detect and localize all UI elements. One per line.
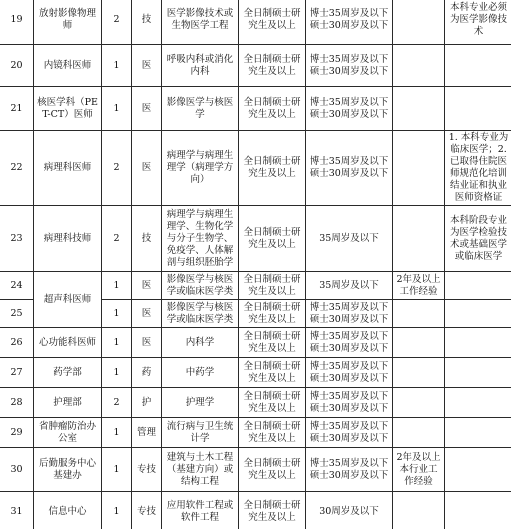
major-requirement: 护理学 — [162, 388, 239, 418]
position-type: 技 — [132, 0, 162, 45]
age-requirement: 博士35周岁及以下 硕士30周岁及以下 — [306, 358, 393, 388]
education-requirement: 全日制硕士研究生及以上 — [239, 87, 306, 131]
major-requirement: 影像医学与核医学或临床医学类 — [162, 300, 239, 328]
row-number: 27 — [0, 358, 34, 388]
major-requirement: 影像医学与核医学 — [162, 87, 239, 131]
position-name: 病理科医师 — [34, 131, 102, 206]
table-row — [0, 358, 511, 388]
position-type: 专技 — [132, 492, 162, 529]
position-type: 管理 — [132, 418, 162, 448]
position-name: 病理科技师 — [34, 206, 102, 272]
hire-count: 1 — [102, 272, 132, 300]
table-row — [0, 492, 511, 529]
position-name: 后勤服务中心基建办 — [34, 448, 102, 492]
hire-count: 1 — [102, 448, 132, 492]
position-type: 专技 — [132, 448, 162, 492]
major-requirement: 病理学与病理生理学（病理学方向） — [162, 131, 239, 206]
hire-count: 1 — [102, 492, 132, 529]
other-requirement — [445, 87, 511, 131]
age-requirement: 博士35周岁及以下 硕士30周岁及以下 — [306, 45, 393, 87]
age-requirement: 博士35周岁及以下 硕士30周岁及以下 — [306, 388, 393, 418]
experience-requirement — [393, 358, 445, 388]
position-name: 核医学科（PET-CT）医师 — [34, 87, 102, 131]
age-requirement: 博士35周岁及以下 硕士30周岁及以下 — [306, 418, 393, 448]
experience-requirement — [393, 418, 445, 448]
age-requirement: 35周岁及以下 — [306, 206, 393, 272]
hire-count: 1 — [102, 418, 132, 448]
position-type: 医 — [132, 272, 162, 300]
other-requirement — [445, 45, 511, 87]
hire-count: 1 — [102, 45, 132, 87]
age-requirement: 博士35周岁及以下 硕士30周岁及以下 — [306, 300, 393, 328]
row-number: 21 — [0, 87, 34, 131]
table-row — [0, 448, 511, 492]
education-requirement: 全日制硕士研究生及以上 — [239, 131, 306, 206]
age-requirement: 博士35周岁及以下 硕士30周岁及以下 — [306, 87, 393, 131]
experience-requirement — [393, 328, 445, 358]
major-requirement: 建筑与土木工程（基建方向）或结构工程 — [162, 448, 239, 492]
experience-requirement — [393, 87, 445, 131]
position-name: 药学部 — [34, 358, 102, 388]
row-number: 19 — [0, 0, 34, 45]
experience-requirement — [393, 300, 445, 328]
row-number: 24 — [0, 272, 34, 300]
table-row — [0, 328, 511, 358]
position-type: 医 — [132, 87, 162, 131]
experience-requirement: 2年及以上本行业工作经验 — [393, 448, 445, 492]
major-requirement: 应用软件工程或软件工程 — [162, 492, 239, 529]
major-requirement: 中药学 — [162, 358, 239, 388]
other-requirement — [445, 448, 511, 492]
row-number: 31 — [0, 492, 34, 529]
table-row — [0, 131, 511, 206]
position-type: 医 — [132, 131, 162, 206]
education-requirement: 全日制硕士研究生及以上 — [239, 388, 306, 418]
hire-count: 2 — [102, 131, 132, 206]
experience-requirement: 2年及以上工作经验 — [393, 272, 445, 300]
other-requirement: 本科专业必须为医学影像技术 — [445, 0, 511, 45]
position-type: 护 — [132, 388, 162, 418]
position-type: 医 — [132, 300, 162, 328]
age-requirement: 博士35周岁及以下 硕士30周岁及以下 — [306, 448, 393, 492]
hire-count: 1 — [102, 358, 132, 388]
other-requirement — [445, 388, 511, 418]
education-requirement: 全日制硕士研究生及以上 — [239, 45, 306, 87]
age-requirement: 博士35周岁及以下 硕士30周岁及以下 — [306, 328, 393, 358]
position-type: 医 — [132, 45, 162, 87]
position-name: 心功能科医师 — [34, 328, 102, 358]
other-requirement — [445, 300, 511, 328]
position-type: 技 — [132, 206, 162, 272]
hire-count: 2 — [102, 206, 132, 272]
hire-count: 2 — [102, 388, 132, 418]
table-row — [0, 206, 511, 272]
experience-requirement — [393, 492, 445, 529]
age-requirement: 30周岁及以下 — [306, 492, 393, 529]
experience-requirement — [393, 206, 445, 272]
hire-count: 1 — [102, 87, 132, 131]
table-row — [0, 0, 511, 45]
row-number: 28 — [0, 388, 34, 418]
other-requirement: 本科阶段专业为医学检验技术或基础医学或临床医学 — [445, 206, 511, 272]
other-requirement — [445, 492, 511, 529]
major-requirement: 医学影像技术或生物医学工程 — [162, 0, 239, 45]
experience-requirement — [393, 0, 445, 45]
row-number: 30 — [0, 448, 34, 492]
experience-requirement — [393, 131, 445, 206]
experience-requirement — [393, 45, 445, 87]
hire-count: 1 — [102, 328, 132, 358]
major-requirement: 流行病与卫生统计学 — [162, 418, 239, 448]
position-name: 护理部 — [34, 388, 102, 418]
row-number: 20 — [0, 45, 34, 87]
row-number: 29 — [0, 418, 34, 448]
table-row — [0, 45, 511, 87]
row-number: 25 — [0, 300, 34, 328]
position-name: 内镜科医师 — [34, 45, 102, 87]
experience-requirement — [393, 388, 445, 418]
education-requirement: 全日制硕士研究生及以上 — [239, 358, 306, 388]
education-requirement: 全日制硕士研究生及以上 — [239, 492, 306, 529]
table-row — [0, 418, 511, 448]
hire-count: 1 — [102, 300, 132, 328]
position-name: 省肿瘤防治办公室 — [34, 418, 102, 448]
other-requirement — [445, 328, 511, 358]
position-name: 放射影像物理师 — [34, 0, 102, 45]
major-requirement: 内科学 — [162, 328, 239, 358]
education-requirement: 全日制硕士研究生及以上 — [239, 418, 306, 448]
row-number: 26 — [0, 328, 34, 358]
position-type: 医 — [132, 328, 162, 358]
position-type: 药 — [132, 358, 162, 388]
age-requirement: 35周岁及以下 — [306, 272, 393, 300]
other-requirement: 1. 本科专业为临床医学；2. 已取得住院医师规范化培训结业证和执业医师资格证 — [445, 131, 511, 206]
table-row — [0, 87, 511, 131]
education-requirement: 全日制硕士研究生及以上 — [239, 448, 306, 492]
table-row — [0, 272, 511, 300]
education-requirement: 全日制硕士研究生及以上 — [239, 206, 306, 272]
other-requirement — [445, 272, 511, 300]
major-requirement: 病理学与病理生理学、生物化学与分子生物学、免疫学、人体解剖与组织胚胎学 — [162, 206, 239, 272]
age-requirement: 博士35周岁及以下 硕士30周岁及以下 — [306, 0, 393, 45]
major-requirement: 呼吸内科或消化内科 — [162, 45, 239, 87]
row-number: 22 — [0, 131, 34, 206]
education-requirement: 全日制硕士研究生及以上 — [239, 328, 306, 358]
education-requirement: 全日制硕士研究生及以上 — [239, 0, 306, 45]
position-name: 超声科医师 — [34, 272, 102, 328]
education-requirement: 全日制硕士研究生及以上 — [239, 300, 306, 328]
row-number: 23 — [0, 206, 34, 272]
age-requirement: 博士35周岁及以下 硕士30周岁及以下 — [306, 131, 393, 206]
education-requirement: 全日制硕士研究生及以上 — [239, 272, 306, 300]
other-requirement — [445, 358, 511, 388]
hire-count: 2 — [102, 0, 132, 45]
position-name: 信息中心 — [34, 492, 102, 529]
major-requirement: 影像医学与核医学或临床医学类 — [162, 272, 239, 300]
table-row — [0, 388, 511, 418]
other-requirement — [445, 418, 511, 448]
